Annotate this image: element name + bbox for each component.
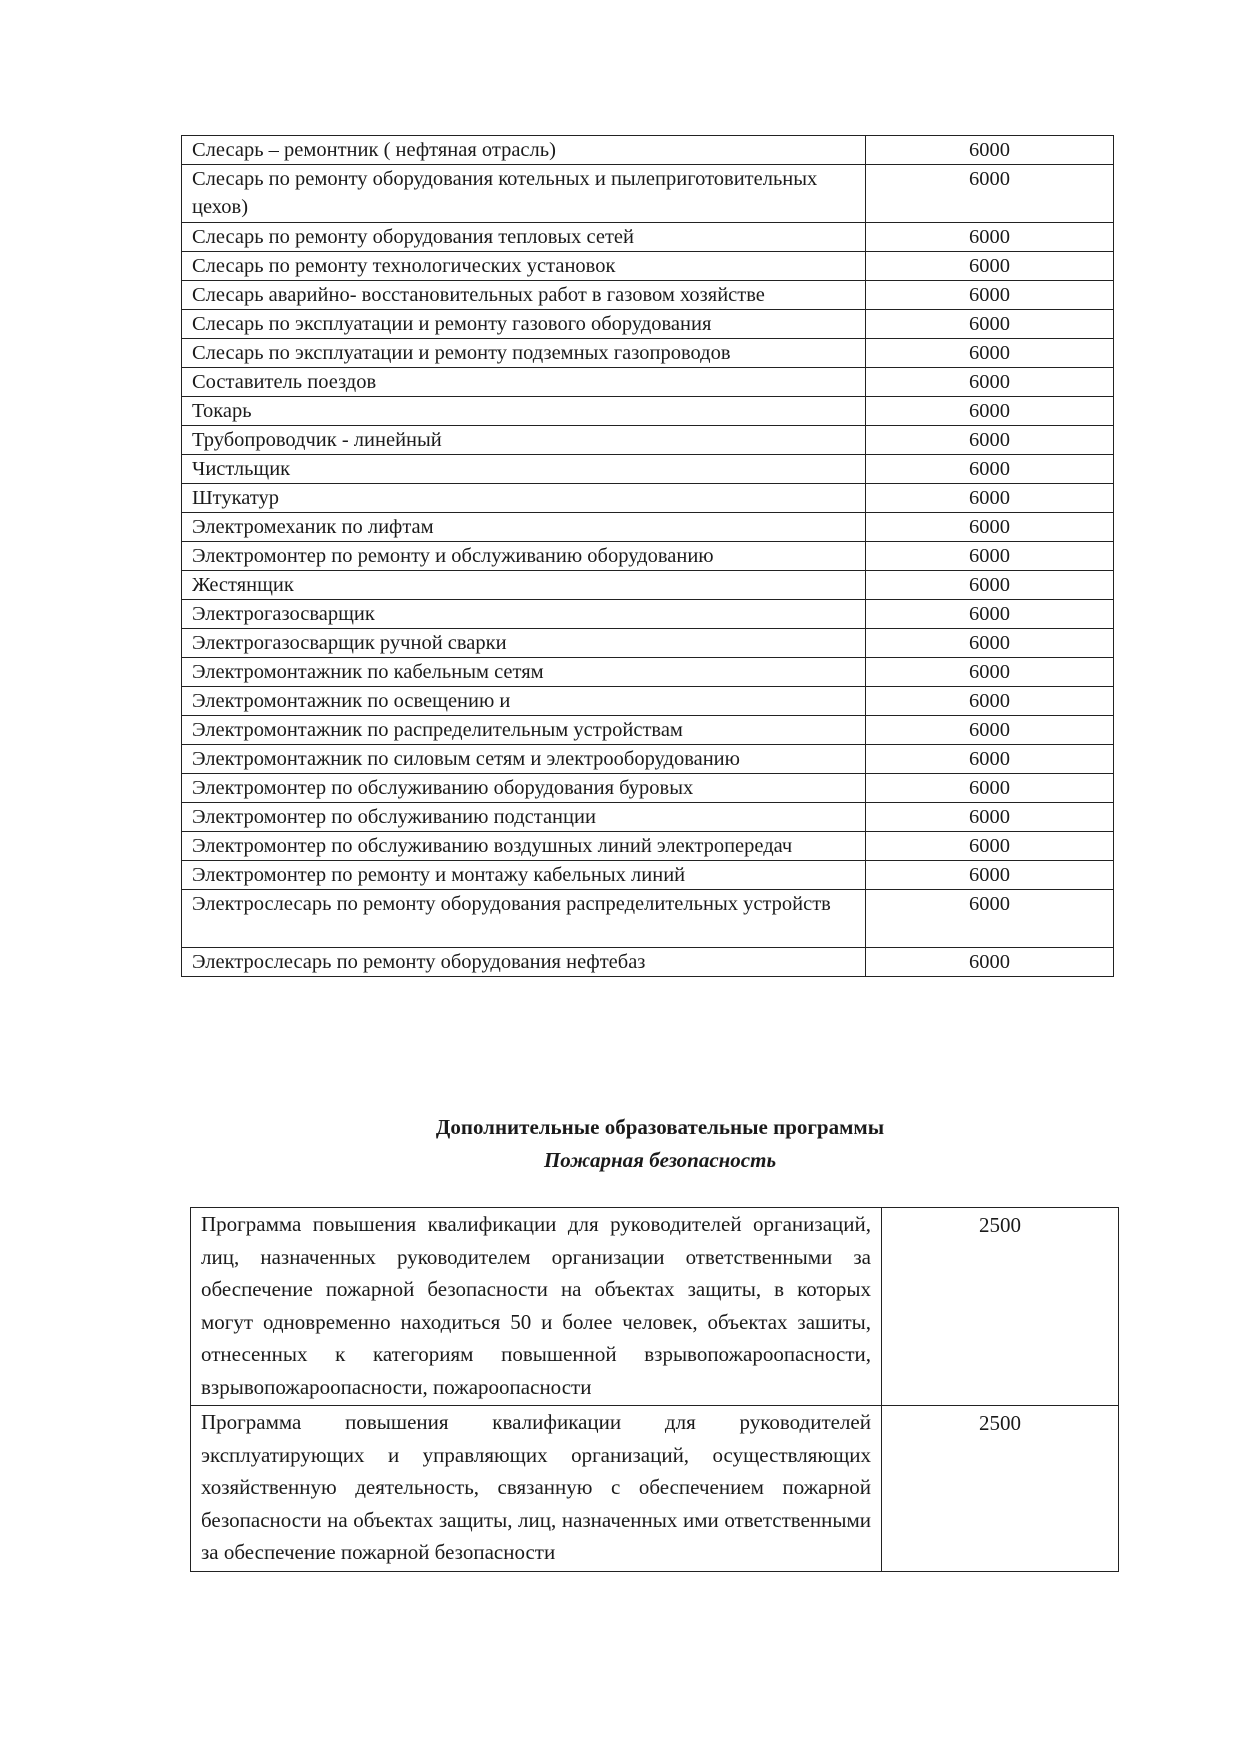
profession-price: 6000 — [866, 861, 1114, 890]
program-price: 2500 — [882, 1208, 1119, 1406]
table-row — [182, 600, 1114, 629]
profession-name: Электромонтажник по силовым сетям и электрооборудованию — [182, 745, 866, 774]
profession-price: 6000 — [866, 803, 1114, 832]
profession-name: Чистльщик — [182, 455, 866, 484]
table-row — [182, 571, 1114, 600]
table-row — [182, 658, 1114, 687]
profession-name: Электромонтер по обслуживанию оборудования буровых — [182, 774, 866, 803]
table-row — [182, 397, 1114, 426]
table-row — [182, 745, 1114, 774]
profession-name: Штукатур — [182, 484, 866, 513]
table-row — [182, 368, 1114, 397]
table-row — [182, 832, 1114, 861]
programs-table — [190, 1207, 1119, 1572]
table-row — [182, 542, 1114, 571]
profession-name: Электромонтажник по кабельным сетям — [182, 658, 866, 687]
table-row — [182, 339, 1114, 368]
profession-price: 6000 — [866, 687, 1114, 716]
profession-name: Слесарь по ремонту оборудования котельных и пылеприготовительных цехов) — [182, 165, 866, 223]
profession-name: Электрослесарь по ремонту оборудования распределительных устройств — [182, 890, 866, 948]
profession-price: 6000 — [866, 426, 1114, 455]
table-row — [182, 803, 1114, 832]
profession-price: 6000 — [866, 165, 1114, 223]
section-subtitle: Пожарная безопасность — [543, 1148, 777, 1172]
profession-name: Слесарь по эксплуатации и ремонту газового оборудования — [182, 310, 866, 339]
profession-name: Жестянщик — [182, 571, 866, 600]
table-row — [182, 513, 1114, 542]
table-row — [182, 455, 1114, 484]
table-row — [182, 426, 1114, 455]
profession-price: 6000 — [866, 252, 1114, 281]
profession-price: 6000 — [866, 948, 1114, 977]
profession-name: Слесарь по ремонту оборудования тепловых сетей — [182, 223, 866, 252]
table-row — [182, 861, 1114, 890]
profession-name: Слесарь по эксплуатации и ремонту подземных газопроводов — [182, 339, 866, 368]
profession-price: 6000 — [866, 716, 1114, 745]
profession-name: Токарь — [182, 397, 866, 426]
program-price: 2500 — [882, 1406, 1119, 1572]
program-name: Программа повышения квалификации для руководителей эксплуатирующих и управляющих организаций, осуществляющих хозяйственную деятельность, связанную с обеспечением пожарной безопасности на объектах защиты, лиц, назначенных ими ответственными за обеспечение пожарной безопасности — [191, 1406, 882, 1572]
professions-table — [181, 135, 1114, 977]
profession-price: 6000 — [866, 745, 1114, 774]
table-row — [182, 687, 1114, 716]
profession-name: Электрогазосварщик — [182, 600, 866, 629]
profession-name: Составитель поездов — [182, 368, 866, 397]
profession-name: Слесарь по ремонту технологических установок — [182, 252, 866, 281]
profession-name: Электрослесарь по ремонту оборудования нефтебаз — [182, 948, 866, 977]
profession-name: Электромеханик по лифтам — [182, 513, 866, 542]
table-row — [191, 1208, 1119, 1406]
profession-price: 6000 — [866, 600, 1114, 629]
profession-price: 6000 — [866, 136, 1114, 165]
table-row — [182, 136, 1114, 165]
profession-price: 6000 — [866, 455, 1114, 484]
profession-price: 6000 — [866, 513, 1114, 542]
profession-name: Электромонтер по ремонту и монтажу кабельных линий — [182, 861, 866, 890]
profession-name: Слесарь аварийно- восстановительных работ в газовом хозяйстве — [182, 281, 866, 310]
profession-price: 6000 — [866, 774, 1114, 803]
table-row — [182, 165, 1114, 223]
profession-price: 6000 — [866, 832, 1114, 861]
profession-name: Электромонтажник по распределительным устройствам — [182, 716, 866, 745]
profession-price: 6000 — [866, 658, 1114, 687]
profession-price: 6000 — [866, 339, 1114, 368]
profession-name: Электромонтажник по освещению и — [182, 687, 866, 716]
table-row — [182, 310, 1114, 339]
profession-price: 6000 — [866, 890, 1114, 948]
profession-name: Электромонтер по обслуживанию воздушных линий электропередач — [182, 832, 866, 861]
table-row — [182, 948, 1114, 977]
section-title: Дополнительные образовательные программы — [435, 1115, 885, 1139]
profession-price: 6000 — [866, 368, 1114, 397]
profession-price: 6000 — [866, 397, 1114, 426]
profession-price: 6000 — [866, 223, 1114, 252]
profession-name: Трубопроводчик - линейный — [182, 426, 866, 455]
profession-name: Электромонтер по ремонту и обслуживанию оборудованию — [182, 542, 866, 571]
profession-name: Электромонтер по обслуживанию подстанции — [182, 803, 866, 832]
table-row — [182, 890, 1114, 948]
program-name: Программа повышения квалификации для руководителей организаций, лиц, назначенных руководителем организации ответственными за обеспечение пожарной безопасности на объектах защиты, в которых могут одновременно находиться 50 и более человек, объектах зашиты, отнесенных к категориям повышенной взрывопожароопасности, взрывопожароопасности, пожароопасности — [191, 1208, 882, 1406]
table-row — [182, 281, 1114, 310]
profession-name: Слесарь – ремонтник ( нефтяная отрасль) — [182, 136, 866, 165]
profession-price: 6000 — [866, 571, 1114, 600]
table-row — [182, 484, 1114, 513]
profession-price: 6000 — [866, 310, 1114, 339]
profession-price: 6000 — [866, 629, 1114, 658]
profession-price: 6000 — [866, 542, 1114, 571]
profession-price: 6000 — [866, 281, 1114, 310]
profession-name: Электрогазосварщик ручной сварки — [182, 629, 866, 658]
table-row — [182, 774, 1114, 803]
table-row — [182, 223, 1114, 252]
table-row — [182, 629, 1114, 658]
table-row — [191, 1406, 1119, 1572]
table-row — [182, 716, 1114, 745]
profession-price: 6000 — [866, 484, 1114, 513]
table-row — [182, 252, 1114, 281]
